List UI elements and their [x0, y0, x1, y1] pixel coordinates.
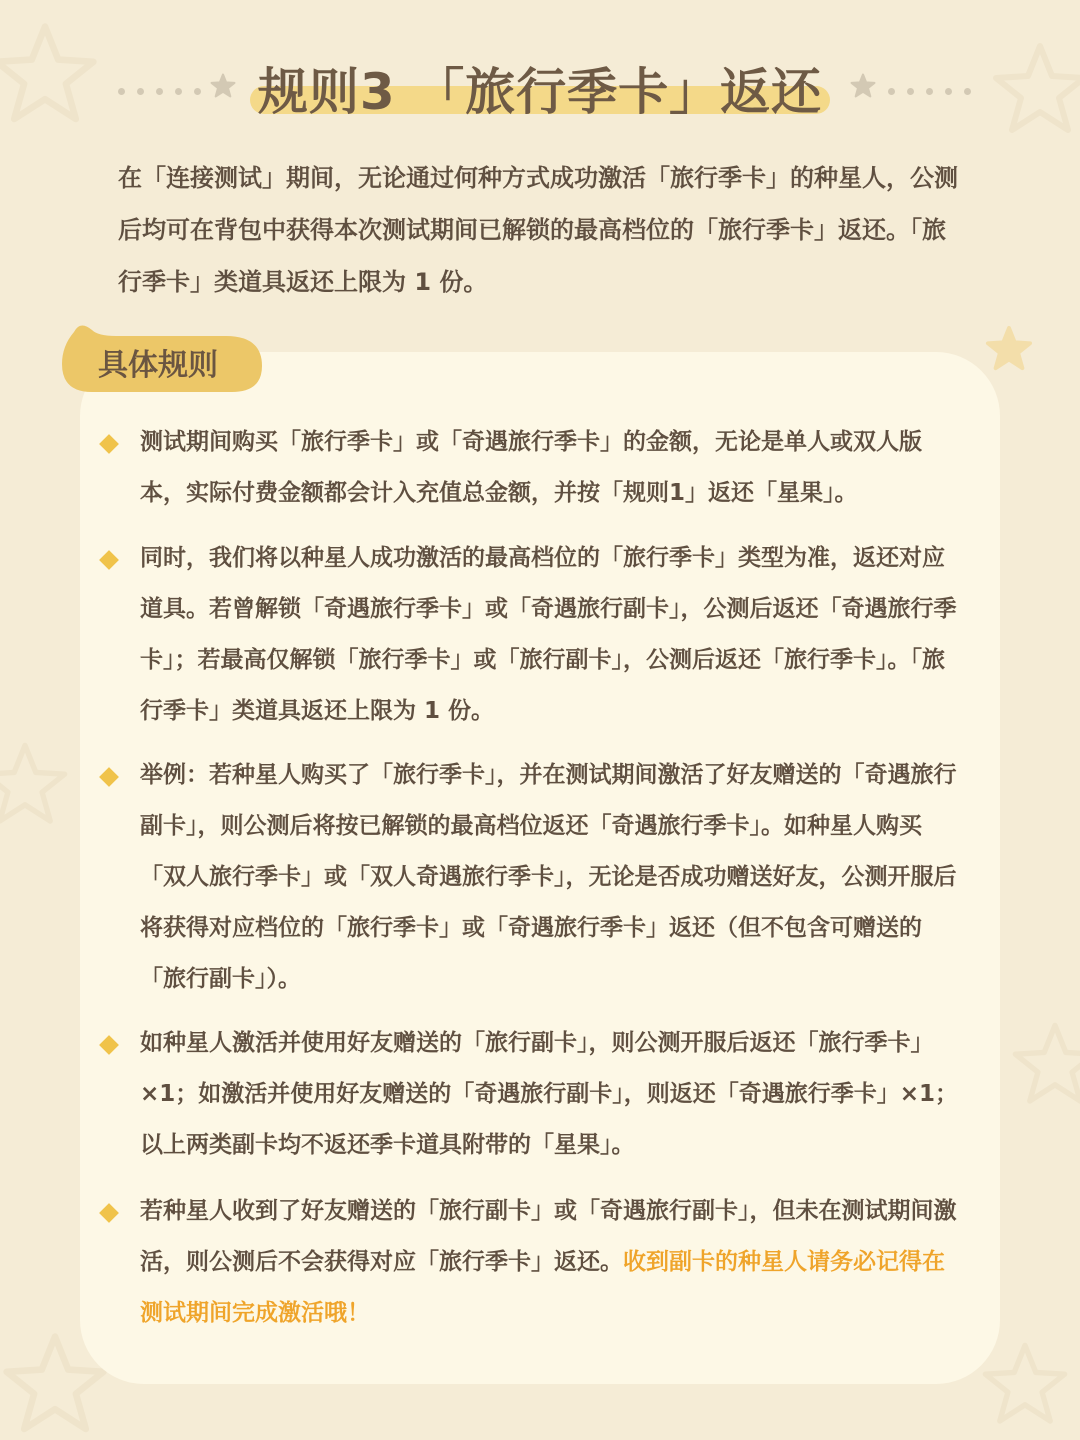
star-icon — [0, 740, 70, 830]
rule-highlight: 收到副卡的种星人请务必记得在测试期间完成激活哦！ — [140, 1249, 945, 1326]
rule-text: 同时，我们将以种星人成功激活的最高档位的「旅行季卡」类型为准，返还对应道具。若曾解锁「奇遇旅行季卡」或「奇遇旅行副卡」，公测后返还「奇遇旅行季卡」；若最高仅解锁「旅行季卡」或「旅行副卡」，公测后返还「旅行季卡」。「旅行季卡」类道具返还上限为 1 份。 — [140, 545, 957, 724]
rule-text: 如种星人激活并使用好友赠送的「旅行副卡」，则公测开服后返还「旅行季卡」×1；如激活并使用好友赠送的「奇遇旅行副卡」，则返还「奇遇旅行季卡」×1；以上两类副卡均不返还季卡道具附带的「星果」。 — [140, 1030, 959, 1158]
star-icon — [980, 1340, 1070, 1430]
star-icon — [850, 73, 876, 99]
star-icon — [1010, 1020, 1080, 1110]
rule-text: 举例：若种星人购买了「旅行季卡」，并在测试期间激活了好友赠送的「奇遇旅行副卡」，则公测后将按已解锁的最高档位返还「奇遇旅行季卡」。如种星人购买「双人旅行季卡」或「双人奇遇旅行季卡」，无论是否成功赠送好友，公测开服后将获得对应档位的「旅行季卡」或「奇遇旅行季卡」返还（但不包含可赠送的「旅行副卡」）。 — [140, 762, 957, 992]
section-badge-label: 具体规则 — [98, 348, 218, 383]
intro-paragraph: 在「连接测试」期间，无论通过何种方式成功激活「旅行季卡」的种星人，公测后均可在背包中获得本次测试期间已解锁的最高档位的「旅行季卡」返还。「旅行季卡」类道具返还上限为 1 份。 — [118, 164, 958, 296]
title-dots-right — [888, 80, 983, 88]
rule-text: 测试期间购买「旅行季卡」或「奇遇旅行季卡」的金额，无论是单人或双人版本，实际付费金额都会计入充值总金额，并按「规则1」返还「星果」。 — [140, 429, 922, 506]
rule-text-main: 若种星人收到了好友赠送的「旅行副卡」或「奇遇旅行副卡」，但未在测试期间激活，则公测后不会获得对应「旅行季卡」返还。 — [140, 1198, 957, 1275]
rule-text — [140, 1186, 965, 1339]
page-title: 规则3 「旅行季卡」返还 — [257, 63, 823, 121]
star-icon — [985, 325, 1033, 373]
